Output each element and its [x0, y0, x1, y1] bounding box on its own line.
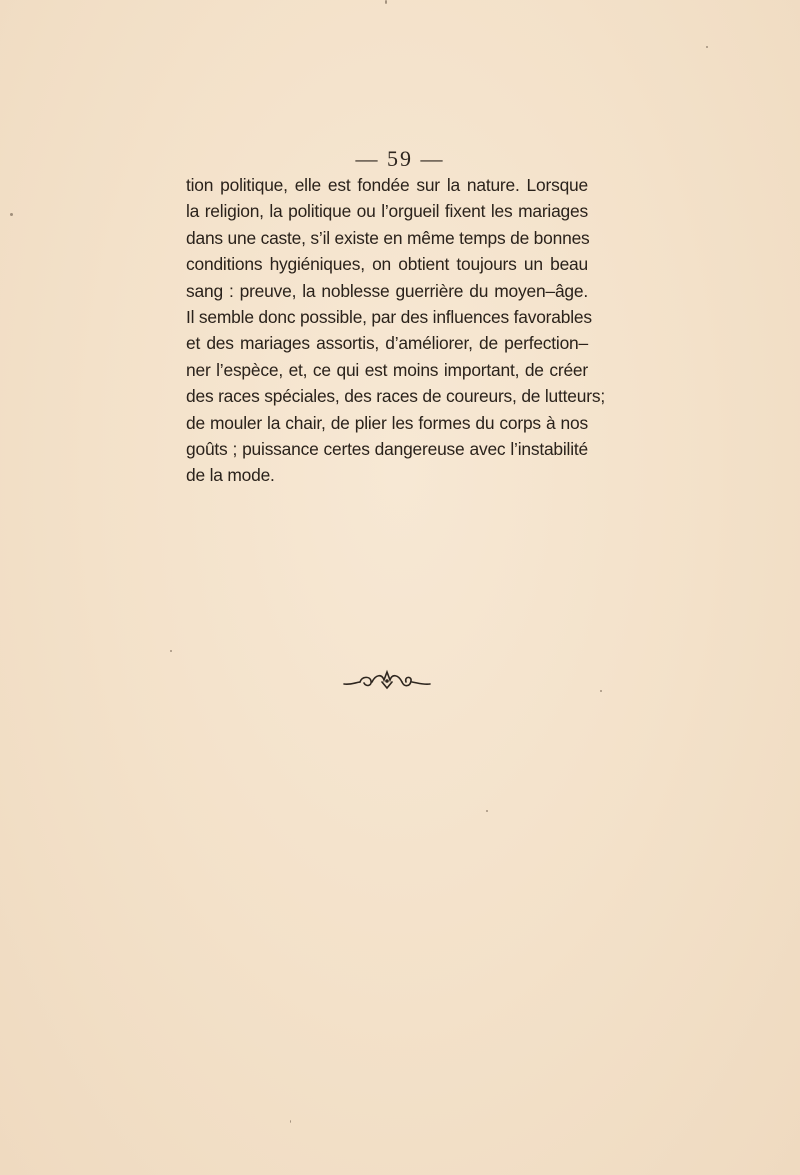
- text-line: conditions hygiéniques, on obtient toujours un beau: [186, 254, 588, 275]
- text-line: des races spéciales, des races de coureurs, de lutteurs;: [186, 386, 605, 407]
- paper-speck: [10, 213, 13, 216]
- text-line: tion politique, elle est fondée sur la nature. Lorsque: [186, 175, 588, 195]
- text-line: dans une caste, s’il existe en même temps de bonnes: [186, 227, 590, 248]
- text-line: Il semble donc possible, par des influences favorables: [186, 306, 592, 327]
- text-line: et des mariages assortis, d’améliorer, de perfection–: [186, 333, 588, 354]
- fleuron-ornament-icon: [342, 668, 432, 694]
- page-number: — 59 —: [355, 146, 445, 171]
- paper-speck: [600, 690, 602, 692]
- text-line: de mouler la chair, de plier les formes du corps à nos: [186, 412, 588, 433]
- paper-speck: [385, 0, 387, 4]
- text-line: de la mode.: [186, 465, 275, 486]
- text-line: ner l’espèce, et, ce qui est moins important, de créer: [186, 359, 588, 380]
- paper-speck: [486, 810, 488, 812]
- text-line: la religion, la politique ou l’orgueil fixent les mariages: [186, 201, 588, 222]
- text-line: goûts ; puissance certes dangereuse avec l’instabilité: [186, 438, 588, 459]
- paper-speck: [706, 46, 708, 48]
- text-line: sang : preuve, la noblesse guerrière du moyen–âge.: [186, 280, 588, 301]
- paper-speck: [290, 1120, 291, 1123]
- paper-speck: [170, 650, 172, 652]
- body-text: [186, 172, 605, 489]
